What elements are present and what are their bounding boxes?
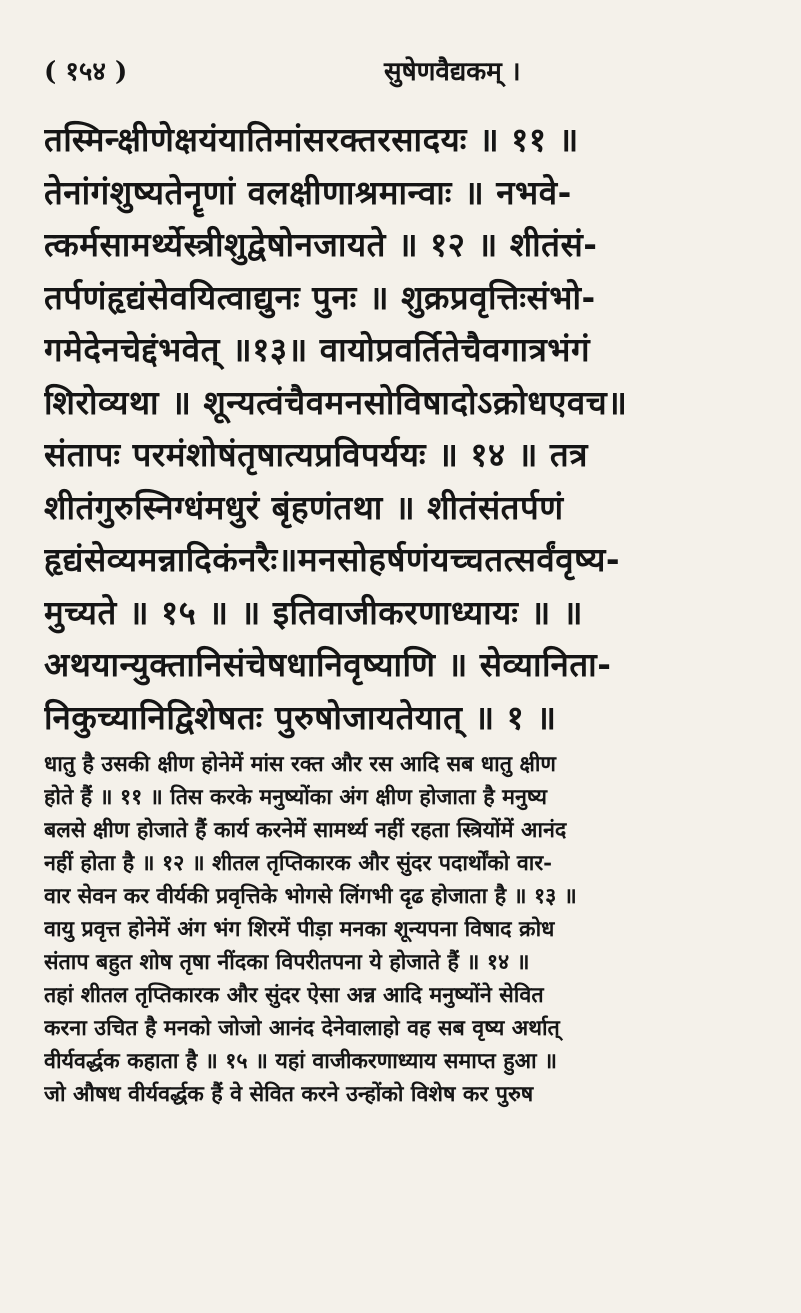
running-title: सुषेणवैद्यकम् । [384,57,521,87]
verse-line: अथयान्युक्तानिसंचेषधानिवृष्याणि ॥ सेव्यानिता- [44,645,612,684]
verse-line: हृद्यंसेव्यमन्नादिकंनरैः॥मनसोहर्षणंयच्चतत्सर्वंवृष्य- [44,540,621,579]
commentary-line: नहीं होता है ॥ १२ ॥ शीतल तृप्तिकारक और सुंदर पदार्थोंको वार- [44,851,553,876]
commentary-line: वीर्यवर्द्धक कहाता है ॥ १५ ॥ यहां वाजीकरणाध्याय समाप्त हुआ ॥ [44,1049,557,1074]
page-header [44,52,767,108]
commentary-line: जो औषध वीर्यवर्द्धक हैं वे सेवित करने उन्होंको विशेष कर पुरुष [44,1082,534,1107]
verse-line: गमेदेनचेद्दंभवेत् ॥१३॥ वायोप्रवर्तितेचैवगात्रभंगं [44,330,591,369]
hindi-commentary [44,748,767,1111]
page-number: ( १५४ ) [44,57,128,87]
verse-line: संतापः परमंशोषंतृषात्यप्रविपर्ययः ॥ १४ ॥ तत्र [44,435,588,474]
commentary-line: धातु है उसकी क्षीण होनेमें मांस रक्त और रस आदि सब धातु क्षीण [44,752,556,777]
commentary-line: बलसे क्षीण होजाते हैं कार्य करनेमें सामर्थ्य नहीं रहता स्त्रियोंमें आनंद [44,818,567,843]
verse-line: निकुच्यानिद्विशेषतः पुरुषोजायतेयात् ॥ १ ॥ [44,697,557,737]
commentary-line: तहां शीतल तृप्तिकारक और सुंदर ऐसा अन्न आदि मनुष्योंने सेवित [44,983,544,1008]
verse-line: तर्पणंहृद्यंसेवयित्वाद्युनः पुनः ॥ शुक्रप्रवृत्तिःसंभो- [44,277,596,317]
commentary-line: वार सेवन कर वीर्यकी प्रवृत्तिके भोगसे लिंगभी दृढ होजाता है ॥ १३ ॥ [44,884,577,909]
commentary-line: होते हैं ॥ ११ ॥ तिस करके मनुष्योंका अंग क्षीण होजाता है मनुष्य [44,785,548,810]
verse-line: तेनांगंशुष्यतेनॄणां वलक्षीणाश्रमान्वाः ॥ नभवे- [44,172,572,212]
commentary-line: संताप बहुत शोष तृषा नींदका विपरीतपना ये होजाते हैं ॥ १४ ॥ [44,950,530,975]
verse-line: शीतंगुरुस्निग्धंमधुरं बृंहणंतथा ॥ शीतंसंतर्पणं [44,487,564,527]
commentary-line: करना उचित है मनको जोजो आनंद देनेवालाहो वह सब वृष्य अर्थात् [44,1016,560,1041]
verse-line: तस्मिन्क्षीणेक्षयंयातिमांसरक्तरसादयः ॥ ११ ॥ [44,120,579,159]
verse-line: शिरोव्यथा ॥ शून्यत्वंचैवमनसोविषादोऽक्रोधएवच॥ [44,382,628,422]
commentary-line: वायु प्रवृत्त होनेमें अंग भंग शिरमें पीड़ा मनका शून्यपना विषाद क्रोध [44,917,555,942]
verse-line: मुच्यते ॥ १५ ॥ ॥ इतिवाजीकरणाध्यायः ॥ ॥ [44,592,583,632]
sanskrit-verses [44,114,767,744]
verse-line: त्कर्मसामर्थ्येस्त्रीशुद्वेषोनजायते ॥ १२ ॥ शीतंसं- [44,225,598,264]
